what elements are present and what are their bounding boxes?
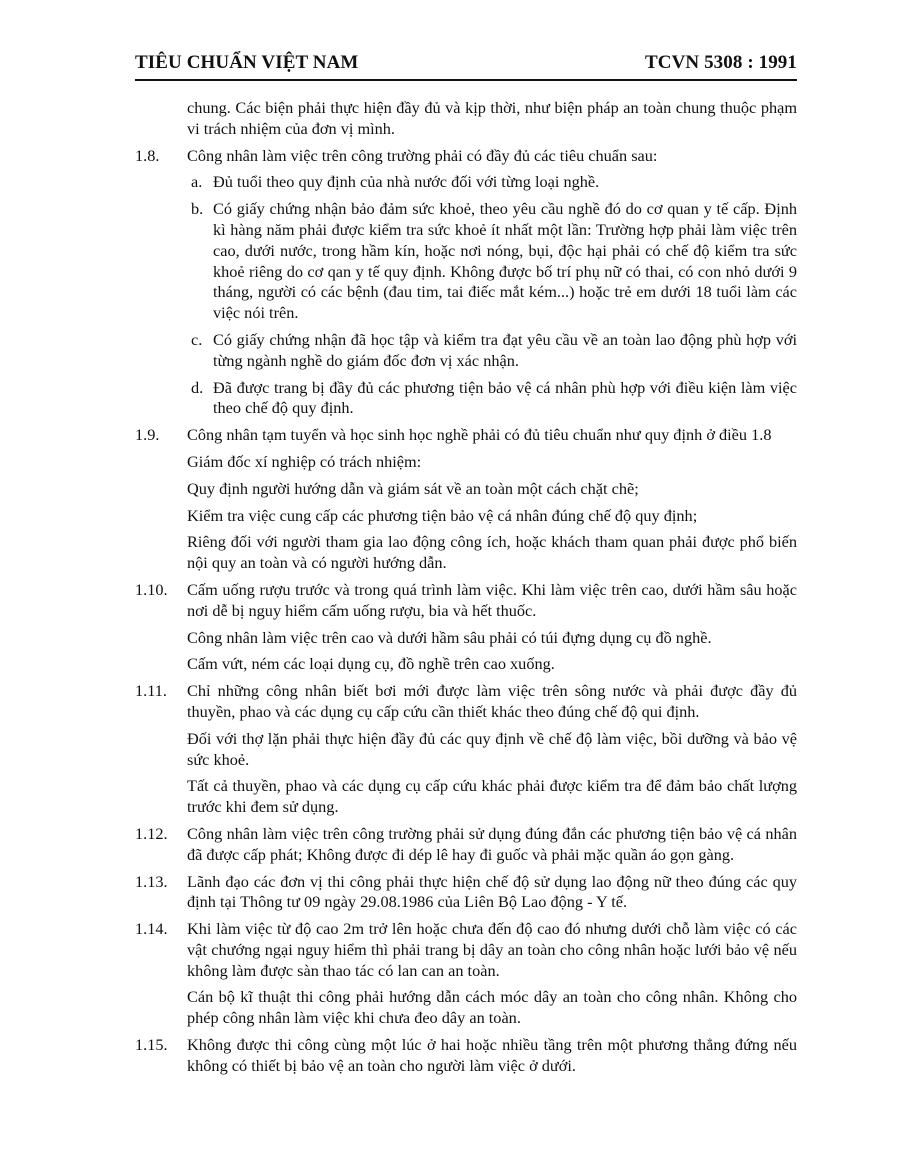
clause-number: 1.9.	[135, 425, 160, 445]
clause-body	[187, 146, 797, 420]
sub-item	[187, 330, 797, 372]
clause-number: 1.10.	[135, 579, 168, 599]
clause-paragraph: Quy định người hướng dẫn và giám sát về an toàn một cách chặt chẽ;	[187, 478, 639, 498]
page-header	[135, 50, 797, 74]
sub-item-letter: a.	[191, 172, 203, 192]
clause-item	[135, 580, 797, 622]
clause-text: Công nhân làm việc trên công trường phải có đầy đủ các tiêu chuẩn sau:	[187, 145, 658, 165]
sub-item	[187, 199, 797, 324]
clause-paragraph: Công nhân làm việc trên cao và dưới hầm sâu phải có túi đựng dụng cụ đồ nghề.	[187, 627, 712, 647]
clause-text: Công nhân tạm tuyển và học sinh học nghề phải có đủ tiêu chuẩn như quy định ở điều 1.8	[187, 425, 772, 445]
clause-number: 1.11.	[135, 681, 167, 701]
clause-paragraph: Kiểm tra việc cung cấp các phương tiện bảo vệ cá nhân đúng chế độ quy định;	[187, 505, 698, 525]
sub-item-text: Đủ tuổi theo quy định của nhà nước đối với từng loại nghề.	[213, 172, 600, 192]
clause-item	[135, 1035, 797, 1077]
clause-paragraph: Tất cả thuyền, phao và các dụng cụ cấp cứu khác phải được kiểm tra để đảm bảo chất lượng trước khi đem sử dụng.	[187, 776, 797, 817]
standard-code: TCVN 5308 : 1991	[644, 52, 797, 73]
clause-paragraph: Giám đốc xí nghiệp có trách nhiệm:	[187, 451, 422, 471]
clause-item	[135, 824, 797, 866]
clause-text: Chỉ những công nhân biết bơi mới được làm việc trên sông nước và phải được đầy đủ thuyền, phao và các dụng cụ cấp cứu cần thiết khác theo đúng chế độ qui định.	[187, 681, 797, 721]
clause-paragraph: Cán bộ kĩ thuật thi công phải hướng dẫn cách móc dây an toàn cho công nhân. Không cho phép công nhân làm việc khi chưa đeo dây an toàn.	[187, 987, 797, 1028]
sub-item-letter: d.	[191, 377, 204, 397]
sub-item-letter: b.	[191, 199, 204, 219]
clause-paragraph: Riêng đối với người tham gia lao động công ích, hoặc khách tham quan phải được phổ biến nội quy an toàn và có người hướng dẫn.	[187, 532, 797, 573]
sub-item-letter: c.	[191, 329, 203, 349]
clause-text: Cấm uống rượu trước và trong quá trình làm việc. Khi làm việc trên cao, dưới hầm sâu hoặc nơi dễ bị nguy hiểm cấm uống rượu, bia và hết thuốc.	[187, 579, 797, 620]
clause-body	[187, 425, 797, 446]
sub-item-text: Đã được trang bị đầy đủ các phương tiện bảo vệ cá nhân phù hợp với điều kiện làm việc theo chế độ quy định.	[213, 377, 797, 418]
clause-body	[187, 681, 797, 723]
standard-title: TIÊU CHUẨN VIỆT NAM	[135, 52, 359, 73]
clause-text: Khi làm việc từ độ cao 2m trở lên hoặc chưa đến độ cao đó nhưng dưới chỗ làm việc có các vật chướng ngại nguy hiểm thì phải trang bị dây an toàn cho công nhân hoặc lưới bảo vệ nếu không làm được sàn thao tác có lan can an toàn.	[187, 919, 797, 980]
header-rule	[135, 79, 797, 81]
clause-body	[187, 919, 797, 981]
clause-body	[187, 1035, 797, 1077]
document-body	[135, 98, 797, 1083]
clause-item	[135, 146, 797, 420]
clause-item	[135, 425, 797, 446]
clause-body	[187, 580, 797, 622]
clause-item	[135, 872, 797, 914]
clause-item	[135, 919, 797, 981]
continuation-paragraph: chung. Các biện phải thực hiện đầy đủ và kịp thời, như biện pháp an toàn chung thuộc phạm vi trách nhiệm của đơn vị mình.	[187, 98, 797, 138]
clause-body	[187, 872, 797, 914]
clause-number: 1.8.	[135, 145, 160, 165]
sub-item	[187, 378, 797, 420]
clause-paragraph: Đối với thợ lặn phải thực hiện đầy đủ các quy định về chế độ làm việc, bồi dưỡng và bảo vệ sức khoẻ.	[187, 728, 797, 769]
clause-item	[135, 681, 797, 723]
clause-text: Công nhân làm việc trên công trường phải sử dụng đúng đắn các phương tiện bảo vệ cá nhân đã được cấp phát; Không được đi dép lê hay đi guốc và phải mặc quần áo gọn gàng.	[187, 823, 797, 864]
sub-item-text: Có giấy chứng nhận đã học tập và kiểm tra đạt yêu cầu về an toàn lao động phù hợp với từng ngành nghề do giám đốc đơn vị xác nhận.	[213, 329, 797, 370]
sub-item	[187, 172, 797, 193]
clause-number: 1.14.	[135, 919, 168, 939]
clause-text: Không được thi công cùng một lúc ở hai hoặc nhiều tầng trên một phương thẳng đứng nếu không có thiết bị bảo vệ an toàn cho người làm việc ở dưới.	[187, 1035, 797, 1075]
sub-item-text: Có giấy chứng nhận bảo đảm sức khoẻ, theo yêu cầu nghề đó do cơ quan y tế cấp. Định kì hàng năm phải được kiểm tra sức khoẻ ít nhất một lần: Trường hợp phải làm việc trên cao, dưới nước, trong hầm kín, hoặc nơi nóng, bụi, độc hại phải có chế độ kiểm tra sức khoẻ riêng do cơ qan y tế quy định. Không được bố trí phụ nữ có thai, có con nhỏ dưới 9 tháng, người có các bệnh (đau tim, tai điếc mắt kém...) hoặc trẻ em dưới 18 tuổi làm các việc nói trên.	[213, 199, 797, 323]
clause-body	[187, 824, 797, 866]
clause-paragraph: Cấm vứt, ném các loại dụng cụ, đồ nghề trên cao xuống.	[187, 654, 555, 674]
clause-number: 1.13.	[135, 871, 168, 891]
clause-number: 1.12.	[135, 823, 168, 843]
clause-text: Lãnh đạo các đơn vị thi công phải thực hiện chế độ sử dụng lao động nữ theo đúng các quy định tại Thông tư 09 ngày 29.08.1986 của Liên Bộ Lao động - Y tế.	[187, 871, 797, 912]
clause-number: 1.15.	[135, 1035, 168, 1055]
